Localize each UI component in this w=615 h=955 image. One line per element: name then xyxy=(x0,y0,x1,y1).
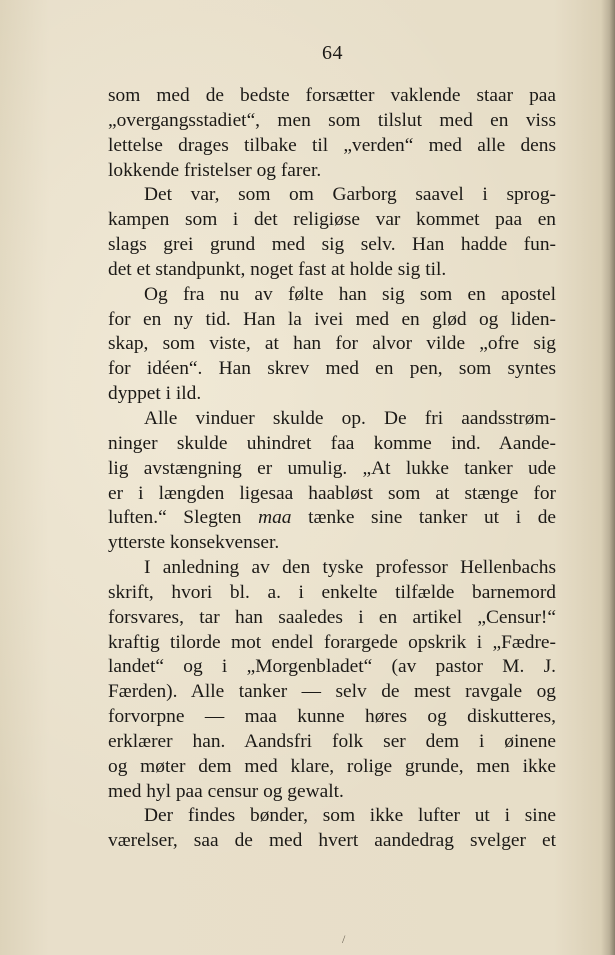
text-line: Alle vinduer skulde op. De fri aandsstrøm- xyxy=(144,407,556,429)
text-line: landet“ og i „Morgenbladet“ (av pastor M. J. xyxy=(108,656,556,678)
body-text xyxy=(108,84,556,854)
text-line: for en ny tid. Han la ivei med en glød og liden- xyxy=(108,308,556,330)
text-line: skrift, hvori bl. a. i enkelte tilfælde barnemord xyxy=(108,581,556,603)
text-line: Der findes bønder, som ikke lufter ut i sine xyxy=(144,805,556,827)
text-line: med hyl paa censur og gewalt. xyxy=(108,780,344,802)
text-run: luften.“ Slegten xyxy=(108,507,259,529)
text-line: ytterste konsekvenser. xyxy=(108,532,280,554)
text-line: som med de bedste forsætter vaklende staar paa xyxy=(108,85,556,106)
text-line: er i længden ligesaa haabløst som at stænge for xyxy=(108,482,556,504)
text-line: lig avstængning er umulig. „At lukke tanker ude xyxy=(108,457,556,479)
text-line: skap, som viste, at han for alvor vilde „ofre sig xyxy=(108,333,556,355)
text-line: Det var, som om Garborg saavel i sprog- xyxy=(144,184,556,206)
text-line: Færden). Alle tanker — selv de mest ravgale og xyxy=(108,681,556,703)
text-line: kampen som i det religiøse var kommet paa en xyxy=(108,209,556,231)
text-line: og møter dem med klare, rolige grunde, men ikke xyxy=(108,755,556,777)
text-line: erklærer han. Aandsfri folk ser dem i øinene xyxy=(108,730,556,752)
text-line: Og fra nu av følte han sig som en apostel xyxy=(144,283,556,305)
text-line: det et standpunkt, noget fast at holde sig til. xyxy=(108,258,447,280)
text-line: kraftig tilorde mot endel forargede opskrik i „Fædre- xyxy=(108,631,556,653)
text-line xyxy=(108,506,556,531)
text-line: lettelse drages tilbake til „verden“ med alle dens xyxy=(108,134,556,156)
page-number: 64 xyxy=(322,42,343,64)
text-line: „overgangsstadiet“, men som tilslut med en viss xyxy=(108,109,556,131)
text-run: tænke sine tanker ut i de xyxy=(291,507,556,529)
text-line: dyppet i ild. xyxy=(108,383,202,405)
text-line: lokkende fristelser og farer. xyxy=(108,159,322,181)
emphasized-word: maa xyxy=(258,507,292,529)
text-line: værelser, saa de med hvert aandedrag svelger et xyxy=(108,830,556,852)
text-line: I anledning av den tyske professor Hellenbachs xyxy=(144,557,556,579)
text-line: ninger skulde uhindret faa komme ind. Aande- xyxy=(108,432,556,454)
text-line: for idéen“. Han skrev med en pen, som syntes xyxy=(108,358,556,380)
page-edge-shadow xyxy=(601,0,615,955)
stray-mark: / xyxy=(342,932,346,946)
text-line: forvorpne — maa kunne høres og diskutteres, xyxy=(108,706,556,728)
text-line: slags grei grund med sig selv. Han hadde fun- xyxy=(108,234,556,256)
text-line: forsvares, tar han saaledes i en artikel „Censur!“ xyxy=(108,606,556,628)
